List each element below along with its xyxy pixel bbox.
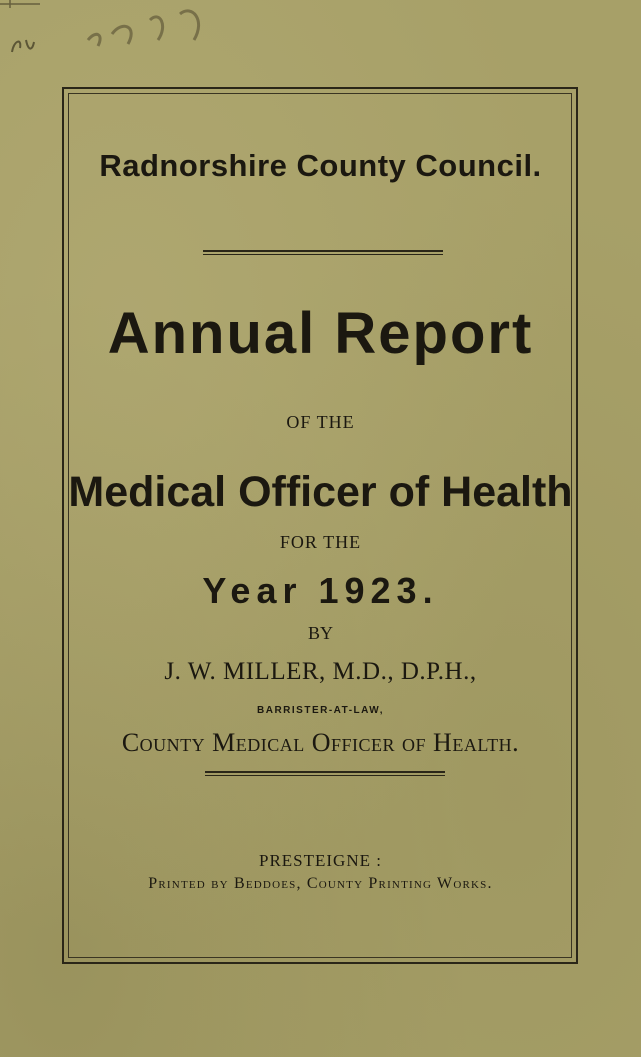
printer-line: Printed by Beddoes, County Printing Works. xyxy=(148,875,493,892)
author-qualification: BARRISTER-AT-LAW, xyxy=(257,705,384,716)
page-border-inner xyxy=(68,93,572,958)
officer-title: Medical Officer of Health xyxy=(68,468,573,516)
for-the-text: FOR THE xyxy=(279,532,362,552)
by-text: BY xyxy=(307,623,333,643)
report-year: Year 1923. xyxy=(202,570,439,611)
divider-rule-bottom xyxy=(205,771,445,776)
publication-place: PRESTEIGNE : xyxy=(259,851,382,870)
of-the-text: OF THE xyxy=(286,412,355,432)
handwritten-mark xyxy=(0,0,240,70)
report-title: Annual Report xyxy=(107,301,534,366)
council-name: Radnorshire County Council. xyxy=(99,148,542,183)
page-border xyxy=(62,87,578,964)
divider-rule-top xyxy=(203,250,443,255)
author-name: J. W. MILLER, M.D., D.P.H., xyxy=(164,658,477,685)
author-role: County Medical Officer of Health. xyxy=(121,728,520,757)
